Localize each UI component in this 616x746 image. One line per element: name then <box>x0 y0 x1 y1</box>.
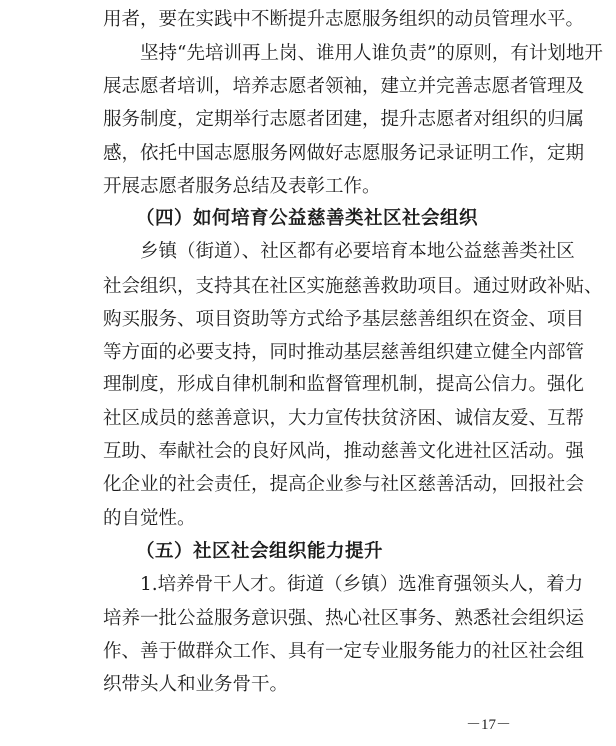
intro-line-6: 开展志愿者服务总结及表彰工作。 <box>103 176 381 197</box>
section-4-line-4: 等方面的必要支持，同时推动基层慈善组织建立健全内部管 <box>103 342 585 363</box>
section-5-item-1-line-3: 作、善于做群众工作、具有一定专业服务能力的社区社会组 <box>103 641 585 662</box>
section-5-heading: （五）社区社会组织能力提升 <box>136 541 384 562</box>
intro-line-4: 服务制度，定期举行志愿者团建，提升志愿者对组织的归属 <box>103 109 585 130</box>
section-4-line-2: 社会组织，支持其在社区实施慈善救助项目。通过财政补贴、 <box>103 276 603 297</box>
section-5-item-1-line-1: 1.培养骨干人才。街道（乡镇）选准育强领头人，着力 <box>140 574 584 595</box>
intro-line-1: 用者，要在实践中不断提升志愿服务组织的动员管理水平。 <box>103 9 585 30</box>
intro-line-3: 展志愿者培训，培养志愿者领袖，建立并完善志愿者管理及 <box>103 76 585 97</box>
section-5-item-1-line-4: 织带头人和业务骨干。 <box>103 674 289 695</box>
section-4-line-6: 社区成员的慈善意识，大力宣传扶贫济困、诚信友爱、互帮 <box>103 408 585 429</box>
section-4-line-9: 的自觉性。 <box>103 508 196 529</box>
page-number: －17－ <box>466 717 512 733</box>
section-4-line-3: 购买服务、项目资助等方式给予基层慈善组织在资金、项目 <box>103 309 585 330</box>
section-4-line-1: 乡镇（街道）、社区都有必要培育本地公益慈善类社区 <box>140 241 575 262</box>
section-4-heading: （四）如何培育公益慈善类社区社会组织 <box>136 208 479 229</box>
section-5-item-1-line-2: 培养一批公益服务意识强、热心社区事务、熟悉社会组织运 <box>103 608 585 629</box>
section-4-line-8: 化企业的社会责任，提高企业参与社区慈善活动，回报社会 <box>103 474 585 495</box>
intro-line-5: 感，依托中国志愿服务网做好志愿服务记录证明工作，定期 <box>103 143 585 164</box>
section-4-line-5: 理制度，形成自律机制和监督管理机制，提高公信力。强化 <box>103 374 585 395</box>
intro-line-2: 坚持“先培训再上岗、谁用人谁负责”的原则，有计划地开 <box>140 43 603 64</box>
section-4-line-7: 互助、奉献社会的良好风尚，推动慈善文化进社区活动。强 <box>103 441 585 462</box>
